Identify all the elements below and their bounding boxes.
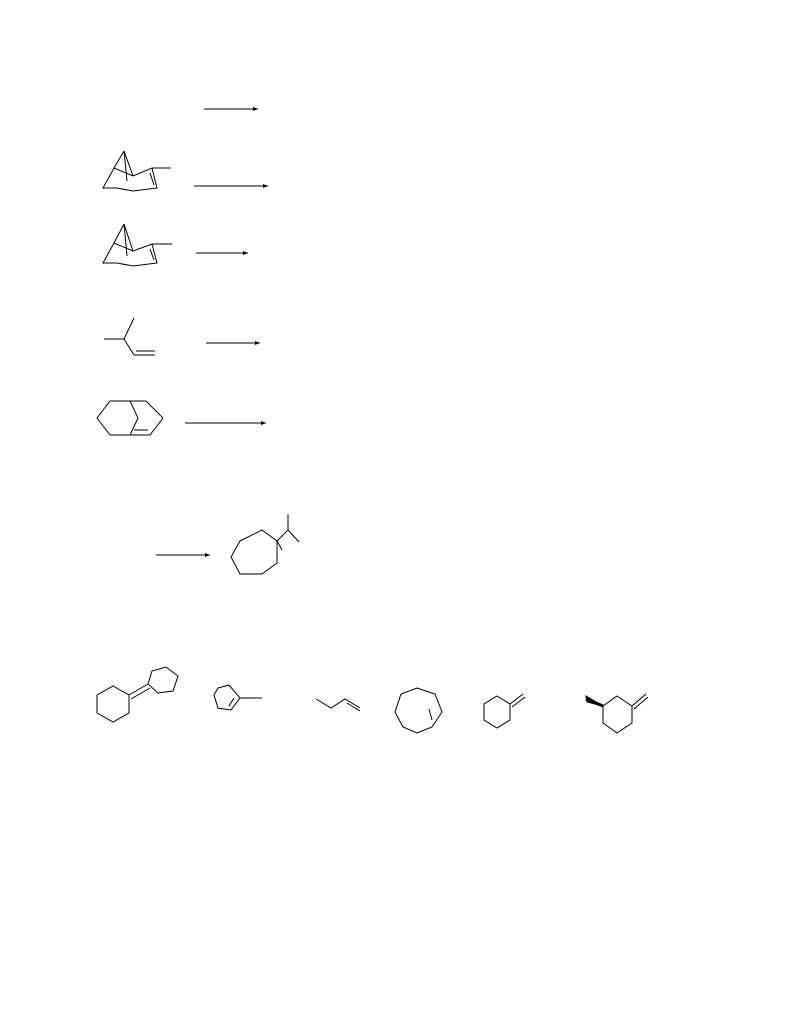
reaction-4-alkene-structure (104, 318, 155, 355)
reaction-3-norbornene-structure (103, 224, 172, 266)
question-6-product-structure (231, 514, 299, 574)
question-7-alkene-4-structure (395, 688, 442, 733)
reaction-2-norbornene-structure (103, 151, 171, 191)
reaction-5-bicyclic-structure (97, 401, 163, 435)
question-7-alkene-5-structure (484, 694, 525, 728)
question-7-alkene-2-structure (214, 685, 262, 710)
question-7-alkene-3-structure (316, 699, 360, 711)
question-7-alkene-6-structure (586, 694, 648, 733)
question-7-alkene-1-structure (97, 667, 178, 722)
